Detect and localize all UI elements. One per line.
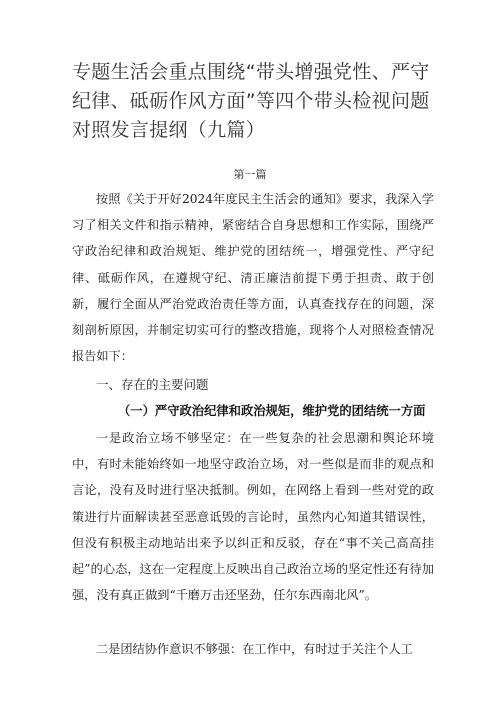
document-title: 专题生活会重点围绕“带头增强党性、严守纪律、砥砺作风方面”等四个带头检视问题对照发言提纲（九篇） — [72, 61, 430, 141]
body-paragraph: 一是政治立场不够坚定：在一些复杂的社会思潮和舆论环境中，有时未能始终如一地坚守政治立场，对一些似是而非的观点和言论，没有及时进行坚决抵制。例如，在网络上看到一些对党的政策进行片面解读甚至恶意诋毁的言论时，虽然内心知道其错误性，但没有积极主动地站出来予以纠正和反驳，存在“事不关己高高挂起”的心态，这在一定程度上反映出自己政治立场的坚定性还有待加强，没有真正做到“千磨万击还坚劲，任尔东西南北风”。 — [72, 431, 434, 603]
intro-paragraph: 按照《关于开好2024年度民主生活会的通知》要求，我深入学习了相关文件和指示精神，紧密结合自身思想和工作实际，围绕严守政治纪律和政治规矩、维护党的团结统一，增强党性、严守纪律、砥砺作风，在遵规守纪、清正廉洁前提下勇于担责、敢于创新，履行全面从严治党政治责任等方面，认真查找存在的问题，深刻剖析原因，并制定切实可行的整改措施，现将个人对照检查情况报告如下： — [72, 192, 434, 364]
body-paragraph: 二是团结协作意识不够强：在工作中，有时过于关注个人工 — [96, 642, 413, 656]
section-label: 第一篇 — [233, 168, 267, 181]
heading-level-2: （一）严守政治纪律和政治规矩，维护党的团结统一方面 — [118, 403, 426, 418]
heading-level-1: 一、存在的主要问题 — [96, 377, 209, 392]
